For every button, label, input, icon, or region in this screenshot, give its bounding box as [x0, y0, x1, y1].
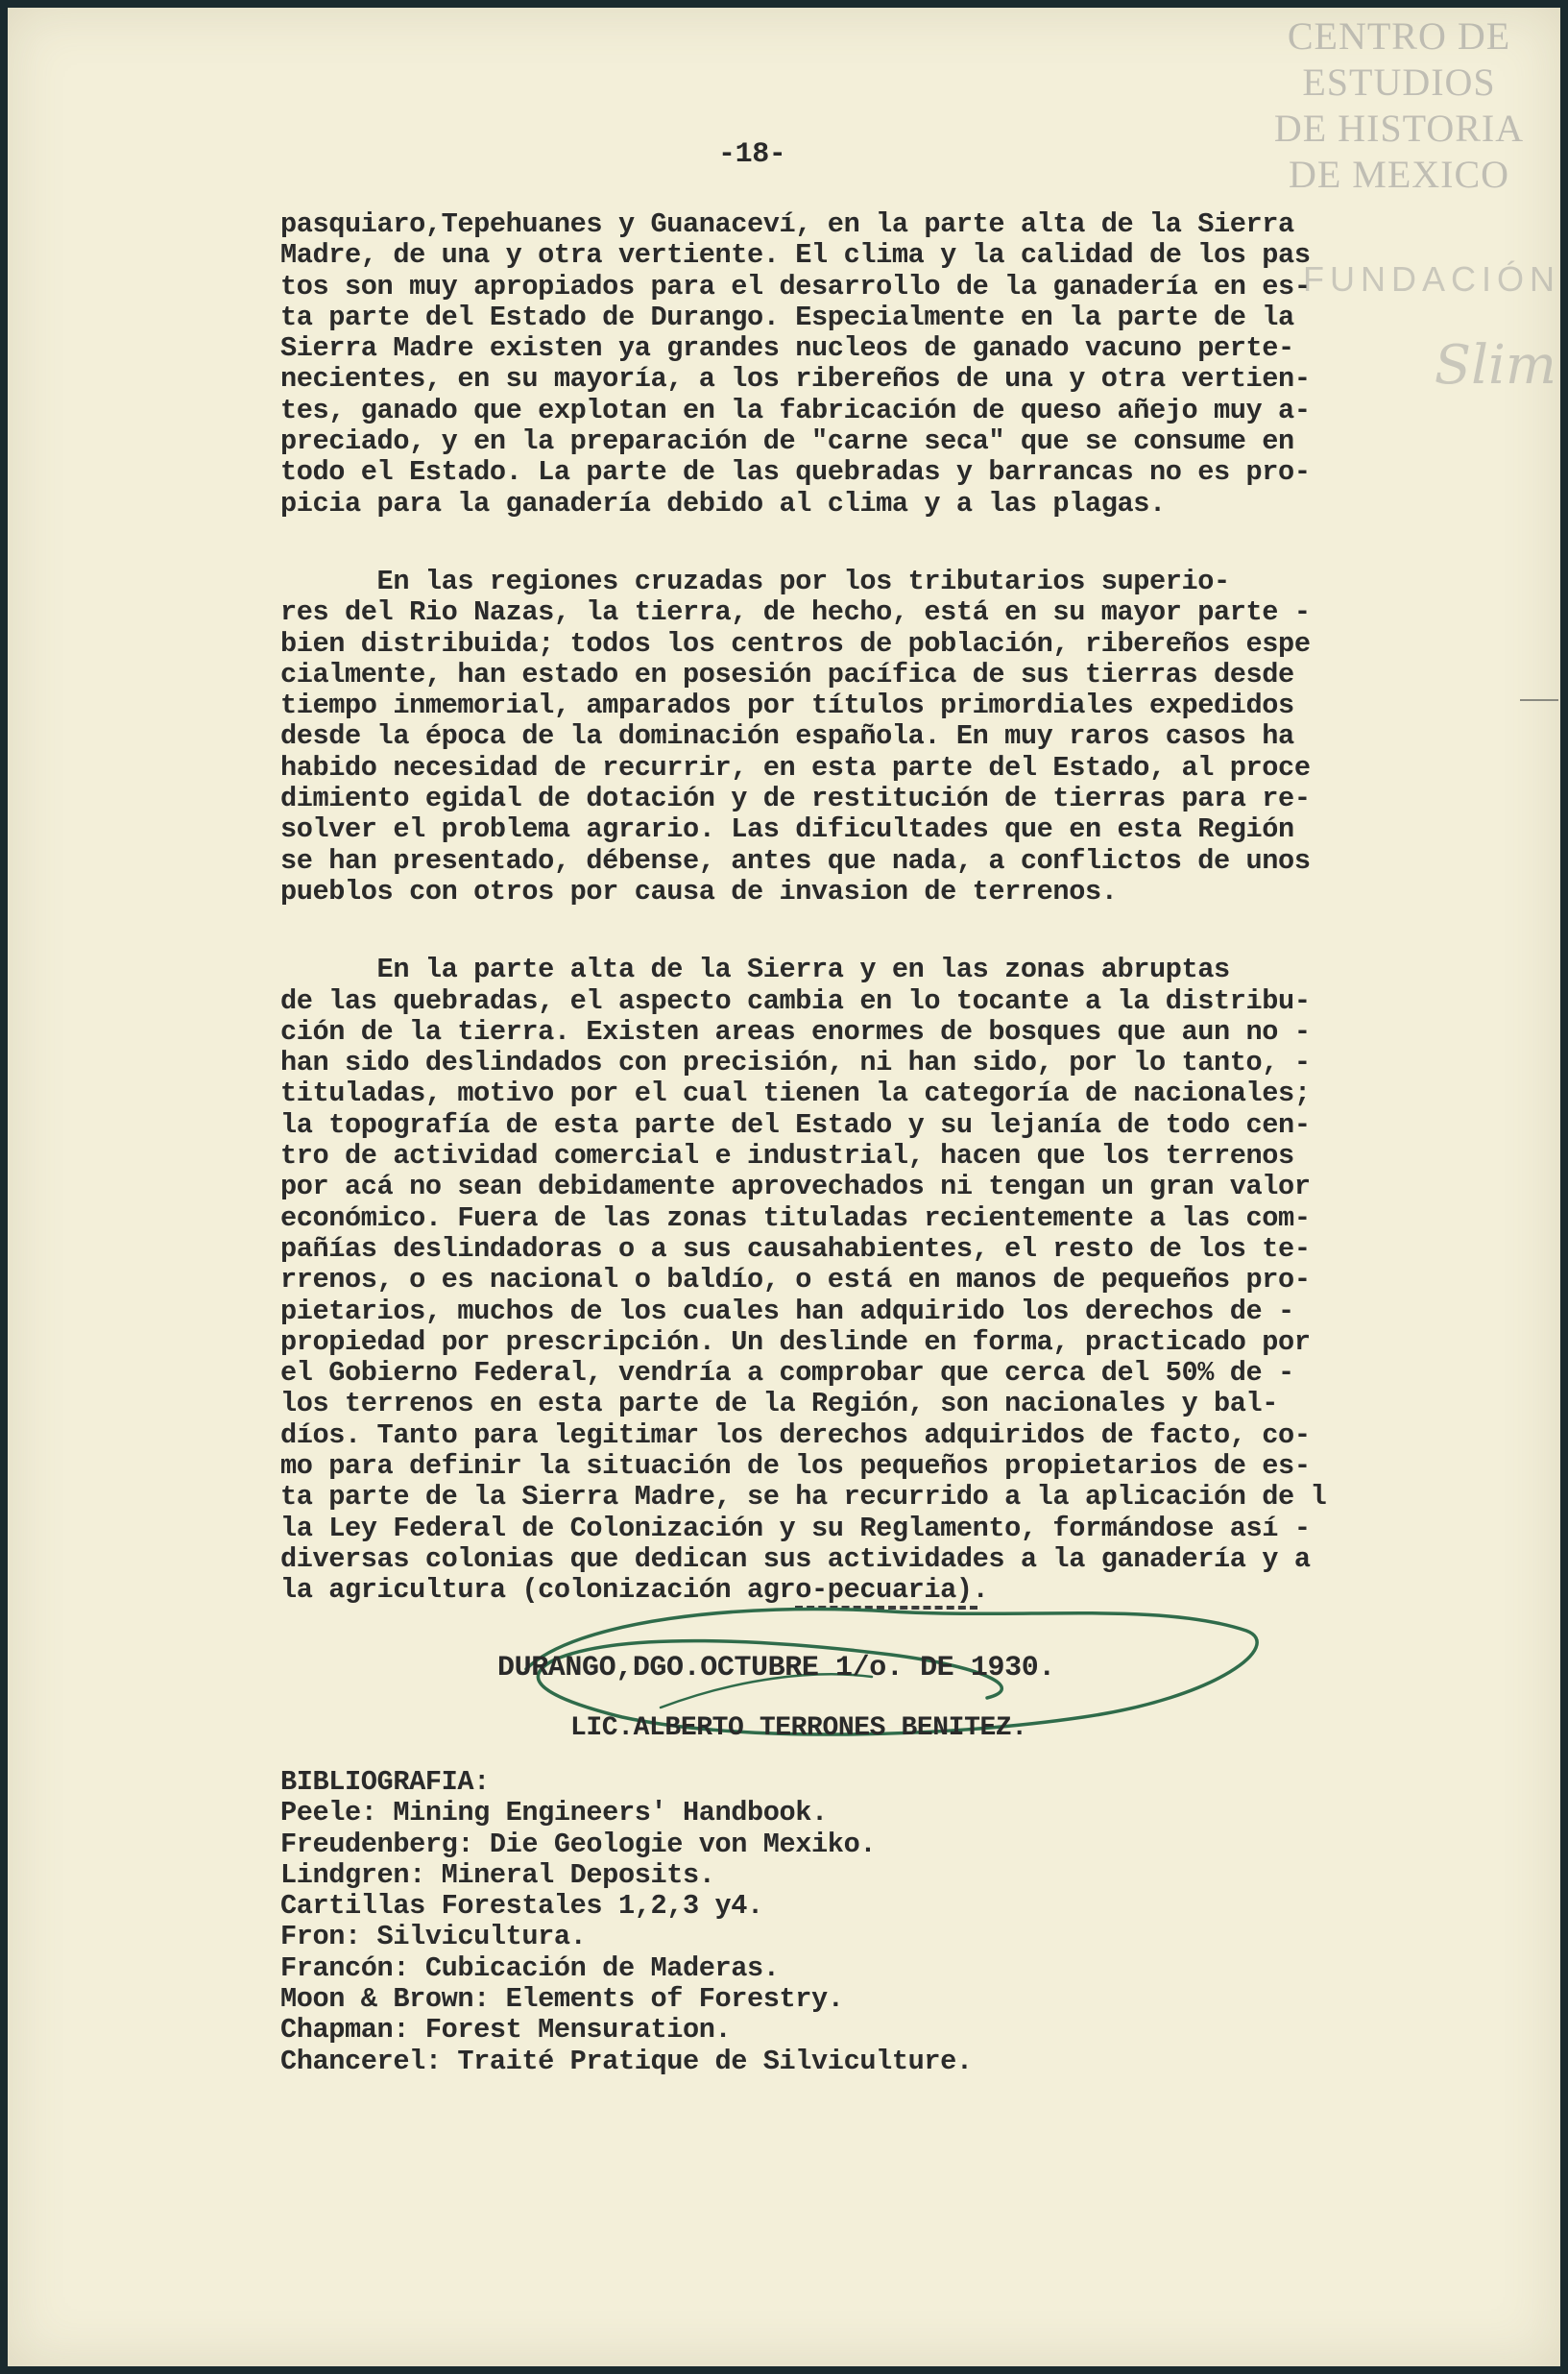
- text-line: han sido deslindados con precisión, ni han sido, por lo tanto, -: [280, 1047, 1311, 1079]
- text-line: tos son muy apropiados para el desarrollo de la ganadería en es-: [280, 270, 1311, 303]
- watermark-foundation: FUNDACIÓN: [1303, 259, 1560, 299]
- text-line: tiempo inmemorial, amparados por títulos primordiales expedidos: [280, 690, 1294, 722]
- text-line: la agricultura (colonización agro-pecuaria).: [280, 1574, 989, 1607]
- bibliography-entry: Lindgren: Mineral Deposits.: [280, 1858, 715, 1891]
- archive-watermark: [1255, 13, 1543, 198]
- text-line: Sierra Madre existen ya grandes nucleos de ganado vacuno perte-: [280, 332, 1294, 365]
- text-line: económico. Fuera de las zonas tituladas recientemente a las com-: [280, 1201, 1311, 1234]
- bibliography-entry: Chapman: Forest Mensuration.: [280, 2014, 732, 2047]
- text-line: de las quebradas, el aspecto cambia en lo tocante a la distribu-: [280, 984, 1311, 1017]
- text-line: cialmente, han estado en posesión pacífica de sus tierras desde: [280, 658, 1294, 690]
- text-line: En la parte alta de la Sierra y en las zonas abruptas: [280, 954, 1230, 986]
- text-line: habido necesidad de recurrir, en esta parte del Estado, al proce: [280, 751, 1311, 784]
- bibliography-entry: Moon & Brown: Elements of Forestry.: [280, 1983, 844, 2016]
- paragraph-3: [280, 955, 1461, 1606]
- text-line: res del Rio Nazas, la tierra, de hecho, está en su mayor parte -: [280, 596, 1311, 629]
- text-line: se han presentado, débense, antes que nada, a conflictos de unos: [280, 844, 1311, 877]
- text-line: solver el problema agrario. Las dificultades que en esta Región: [280, 813, 1294, 846]
- watermark-signature: Slim: [1434, 334, 1556, 397]
- text-line: pañías deslindadoras o a sus causahabientes, el resto de los te-: [280, 1232, 1311, 1265]
- text-line: el Gobierno Federal, vendría a comprobar que cerca del 50% de -: [280, 1357, 1294, 1390]
- edge-mark: [1520, 699, 1558, 701]
- text-line: díos. Tanto para legitimar los derechos adquiridos de facto, co-: [280, 1418, 1311, 1451]
- bibliography-entry: Freudenberg: Die Geologie von Mexiko.: [280, 1828, 877, 1860]
- page-number: -18-: [718, 138, 786, 171]
- text-line: picia para la ganadería debido al clima y a las plagas.: [280, 487, 1166, 520]
- text-line: ción de la tierra. Existen areas enormes de bosques que aun no -: [280, 1015, 1311, 1048]
- bibliography-entry: Cartillas Forestales 1,2,3 y4.: [280, 1890, 763, 1923]
- text-line: tes, ganado que explotan en la fabricación de queso añejo muy a-: [280, 394, 1311, 426]
- text-line: todo el Estado. La parte de las quebradas y barrancas no es pro-: [280, 456, 1311, 489]
- text-line: diversas colonias que dedican sus actividades a la ganadería y a: [280, 1542, 1311, 1575]
- text-line: la Ley Federal de Colonización y su Reglamento, formándose así -: [280, 1512, 1311, 1544]
- bibliography-entry: Chancerel: Traité Pratique de Silviculture.: [280, 2045, 973, 2077]
- text-line: mo para definir la situación de los pequeños propietarios de es-: [280, 1449, 1311, 1482]
- bibliography-heading: BIBLIOGRAFIA:: [280, 1766, 490, 1798]
- text-line: ta parte de la Sierra Madre, se ha recurrido a la aplicación de l: [280, 1481, 1327, 1514]
- body-text: [280, 209, 1461, 1653]
- text-line: dimiento egidal de dotación y de restitución de tierras para re-: [280, 783, 1311, 815]
- text-line: pasquiaro,Tepehuanes y Guanaceví, en la parte alta de la Sierra: [280, 208, 1294, 240]
- bibliography-entry: Francón: Cubicación de Maderas.: [280, 1951, 780, 1984]
- text-line: los terrenos en esta parte de la Región, son nacionales y bal-: [280, 1388, 1279, 1420]
- text-line: Madre, de una y otra vertiente. El clima y la calidad de los pas: [280, 239, 1311, 272]
- bibliography-entry: Fron: Silvicultura.: [280, 1921, 587, 1953]
- text-line: propiedad por prescripción. Un deslinde en forma, practicado por: [280, 1325, 1311, 1358]
- watermark-line: DE MEXICO: [1288, 153, 1510, 196]
- text-line: pueblos con otros por causa de invasion de terrenos.: [280, 875, 1118, 908]
- paragraph-2: [280, 567, 1461, 908]
- document-page: [8, 8, 1560, 2366]
- text-line: tro de actividad comercial e industrial, hacen que los terrenos: [280, 1140, 1294, 1173]
- paragraph-1: [280, 209, 1461, 520]
- text-line: rrenos, o es nacional o baldío, o está en manos de pequeños pro-: [280, 1264, 1311, 1296]
- bibliography-entry: Peele: Mining Engineers' Handbook.: [280, 1797, 828, 1829]
- watermark-line: ESTUDIOS: [1302, 61, 1496, 104]
- bibliography: [280, 1767, 1433, 2077]
- text-line: tituladas, motivo por el cual tienen la categoría de nacionales;: [280, 1078, 1311, 1110]
- text-line: En las regiones cruzadas por los tributarios superio-: [280, 565, 1230, 597]
- watermark-line: DE HISTORIA: [1273, 107, 1525, 150]
- text-line: por acá no sean debidamente aprovechados ni tengan un gran valor: [280, 1171, 1311, 1203]
- watermark-line: CENTRO DE: [1287, 14, 1511, 58]
- text-line: desde la época de la dominación española. En muy raros casos ha: [280, 720, 1294, 753]
- text-line: preciado, y en la preparación de "carne seca" que se consume en: [280, 425, 1294, 458]
- author-name: LIC.ALBERTO TERRONES BENITEZ.: [570, 1713, 1027, 1743]
- place-date: DURANGO,DGO.OCTUBRE 1/o. DE 1930.: [497, 1652, 1055, 1684]
- text-line: necientes, en su mayoría, a los ribereños de una y otra vertien-: [280, 363, 1311, 396]
- text-line: pietarios, muchos de los cuales han adquirido los derechos de -: [280, 1295, 1294, 1327]
- text-line: ta parte del Estado de Durango. Especialmente en la parte de la: [280, 301, 1294, 333]
- text-line: la topografía de esta parte del Estado y su lejanía de todo cen-: [280, 1108, 1311, 1141]
- text-line: bien distribuida; todos los centros de población, ribereños espe: [280, 627, 1311, 660]
